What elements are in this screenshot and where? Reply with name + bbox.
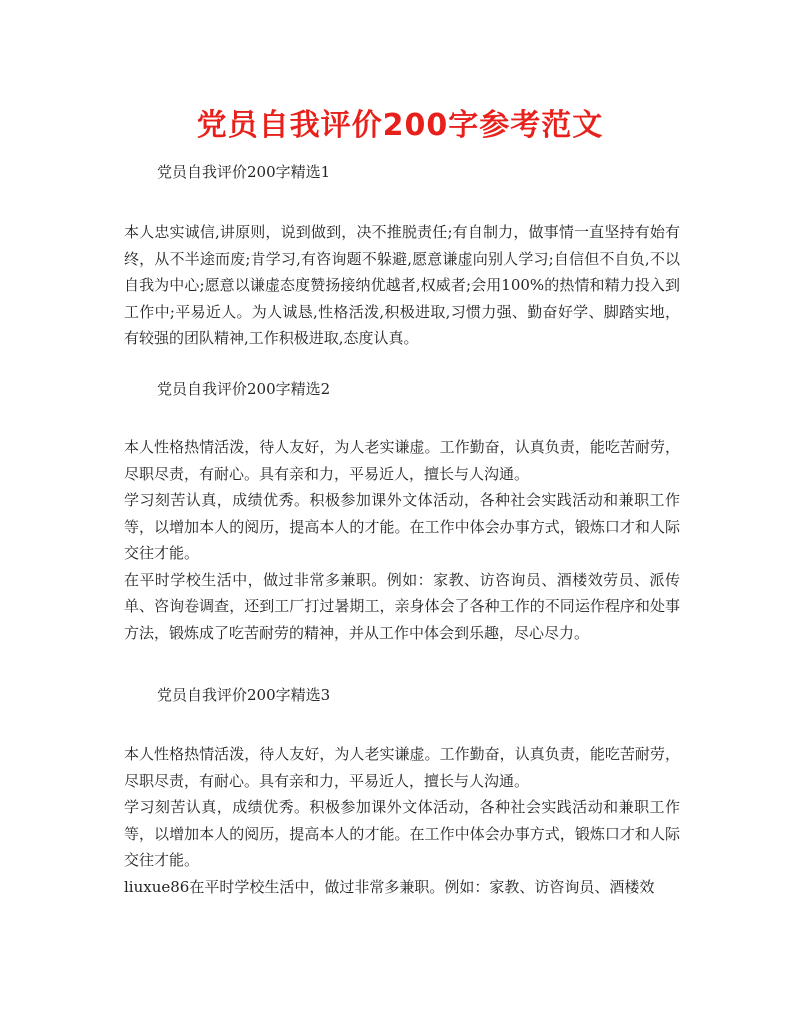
paragraph: 学习刻苦认真，成绩优秀。积极参加课外文体活动，各种社会实践活动和兼职工作等，以增加本人的阅历，提高本人的才能。在工作中体会办事方式，锻炼口才和人际交往才能。 (124, 491, 680, 562)
paragraph: liuxue86在平时学校生活中，做过非常多兼职。例如：家教、访咨询员、酒楼效 (124, 877, 655, 896)
paragraph: 本人性格热情活泼，待人友好，为人老实谦虚。工作勤奋，认真负责，能吃苦耐劳，尽职尽责，有耐心。具有亲和力，平易近人，擅长与人沟通。 (124, 438, 680, 483)
paragraph: 本人性格热情活泼，待人友好，为人老实谦虚。工作勤奋，认真负责，能吃苦耐劳，尽职尽责，有耐心。具有亲和力，平易近人，擅长与人沟通。 (124, 745, 680, 790)
page-title: 党员自我评价200字参考范文 (196, 108, 604, 143)
section-body-3 (124, 741, 680, 900)
section-body-1 (124, 219, 680, 352)
section-heading-3: 党员自我评价200字精选3 (157, 686, 331, 704)
section-heading-1: 党员自我评价200字精选1 (157, 163, 331, 181)
paragraph: 本人忠实诚信,讲原则，说到做到，决不推脱责任;有自制力，做事情一直坚持有始有终，从不半途而废;肯学习,有咨询题不躲避,愿意谦虚向别人学习;自信但不自负,不以自我为中心;愿意以谦虚态度赞扬接纳优越者,权威者;会用100%的热情和精力投入到工作中;平易近人。为人诚恳,性格活泼,积极进取,习惯力强、勤奋好学、脚踏实地，有较强的团队精神,工作积极进取,态度认真。 (124, 223, 680, 347)
section-heading-2: 党员自我评价200字精选2 (157, 380, 331, 398)
paragraph: 学习刻苦认真，成绩优秀。积极参加课外文体活动，各种社会实践活动和兼职工作等，以增加本人的阅历，提高本人的才能。在工作中体会办事方式，锻炼口才和人际交往才能。 (124, 798, 680, 869)
paragraph: 在平时学校生活中，做过非常多兼职。例如：家教、访咨询员、酒楼效劳员、派传单、咨询卷调查，还到工厂打过暑期工，亲身体会了各种工作的不同运作程序和处事方法，锻炼成了吃苦耐劳的精神，并从工作中体会到乐趣，尽心尽力。 (124, 570, 680, 642)
section-body-2 (124, 434, 680, 646)
